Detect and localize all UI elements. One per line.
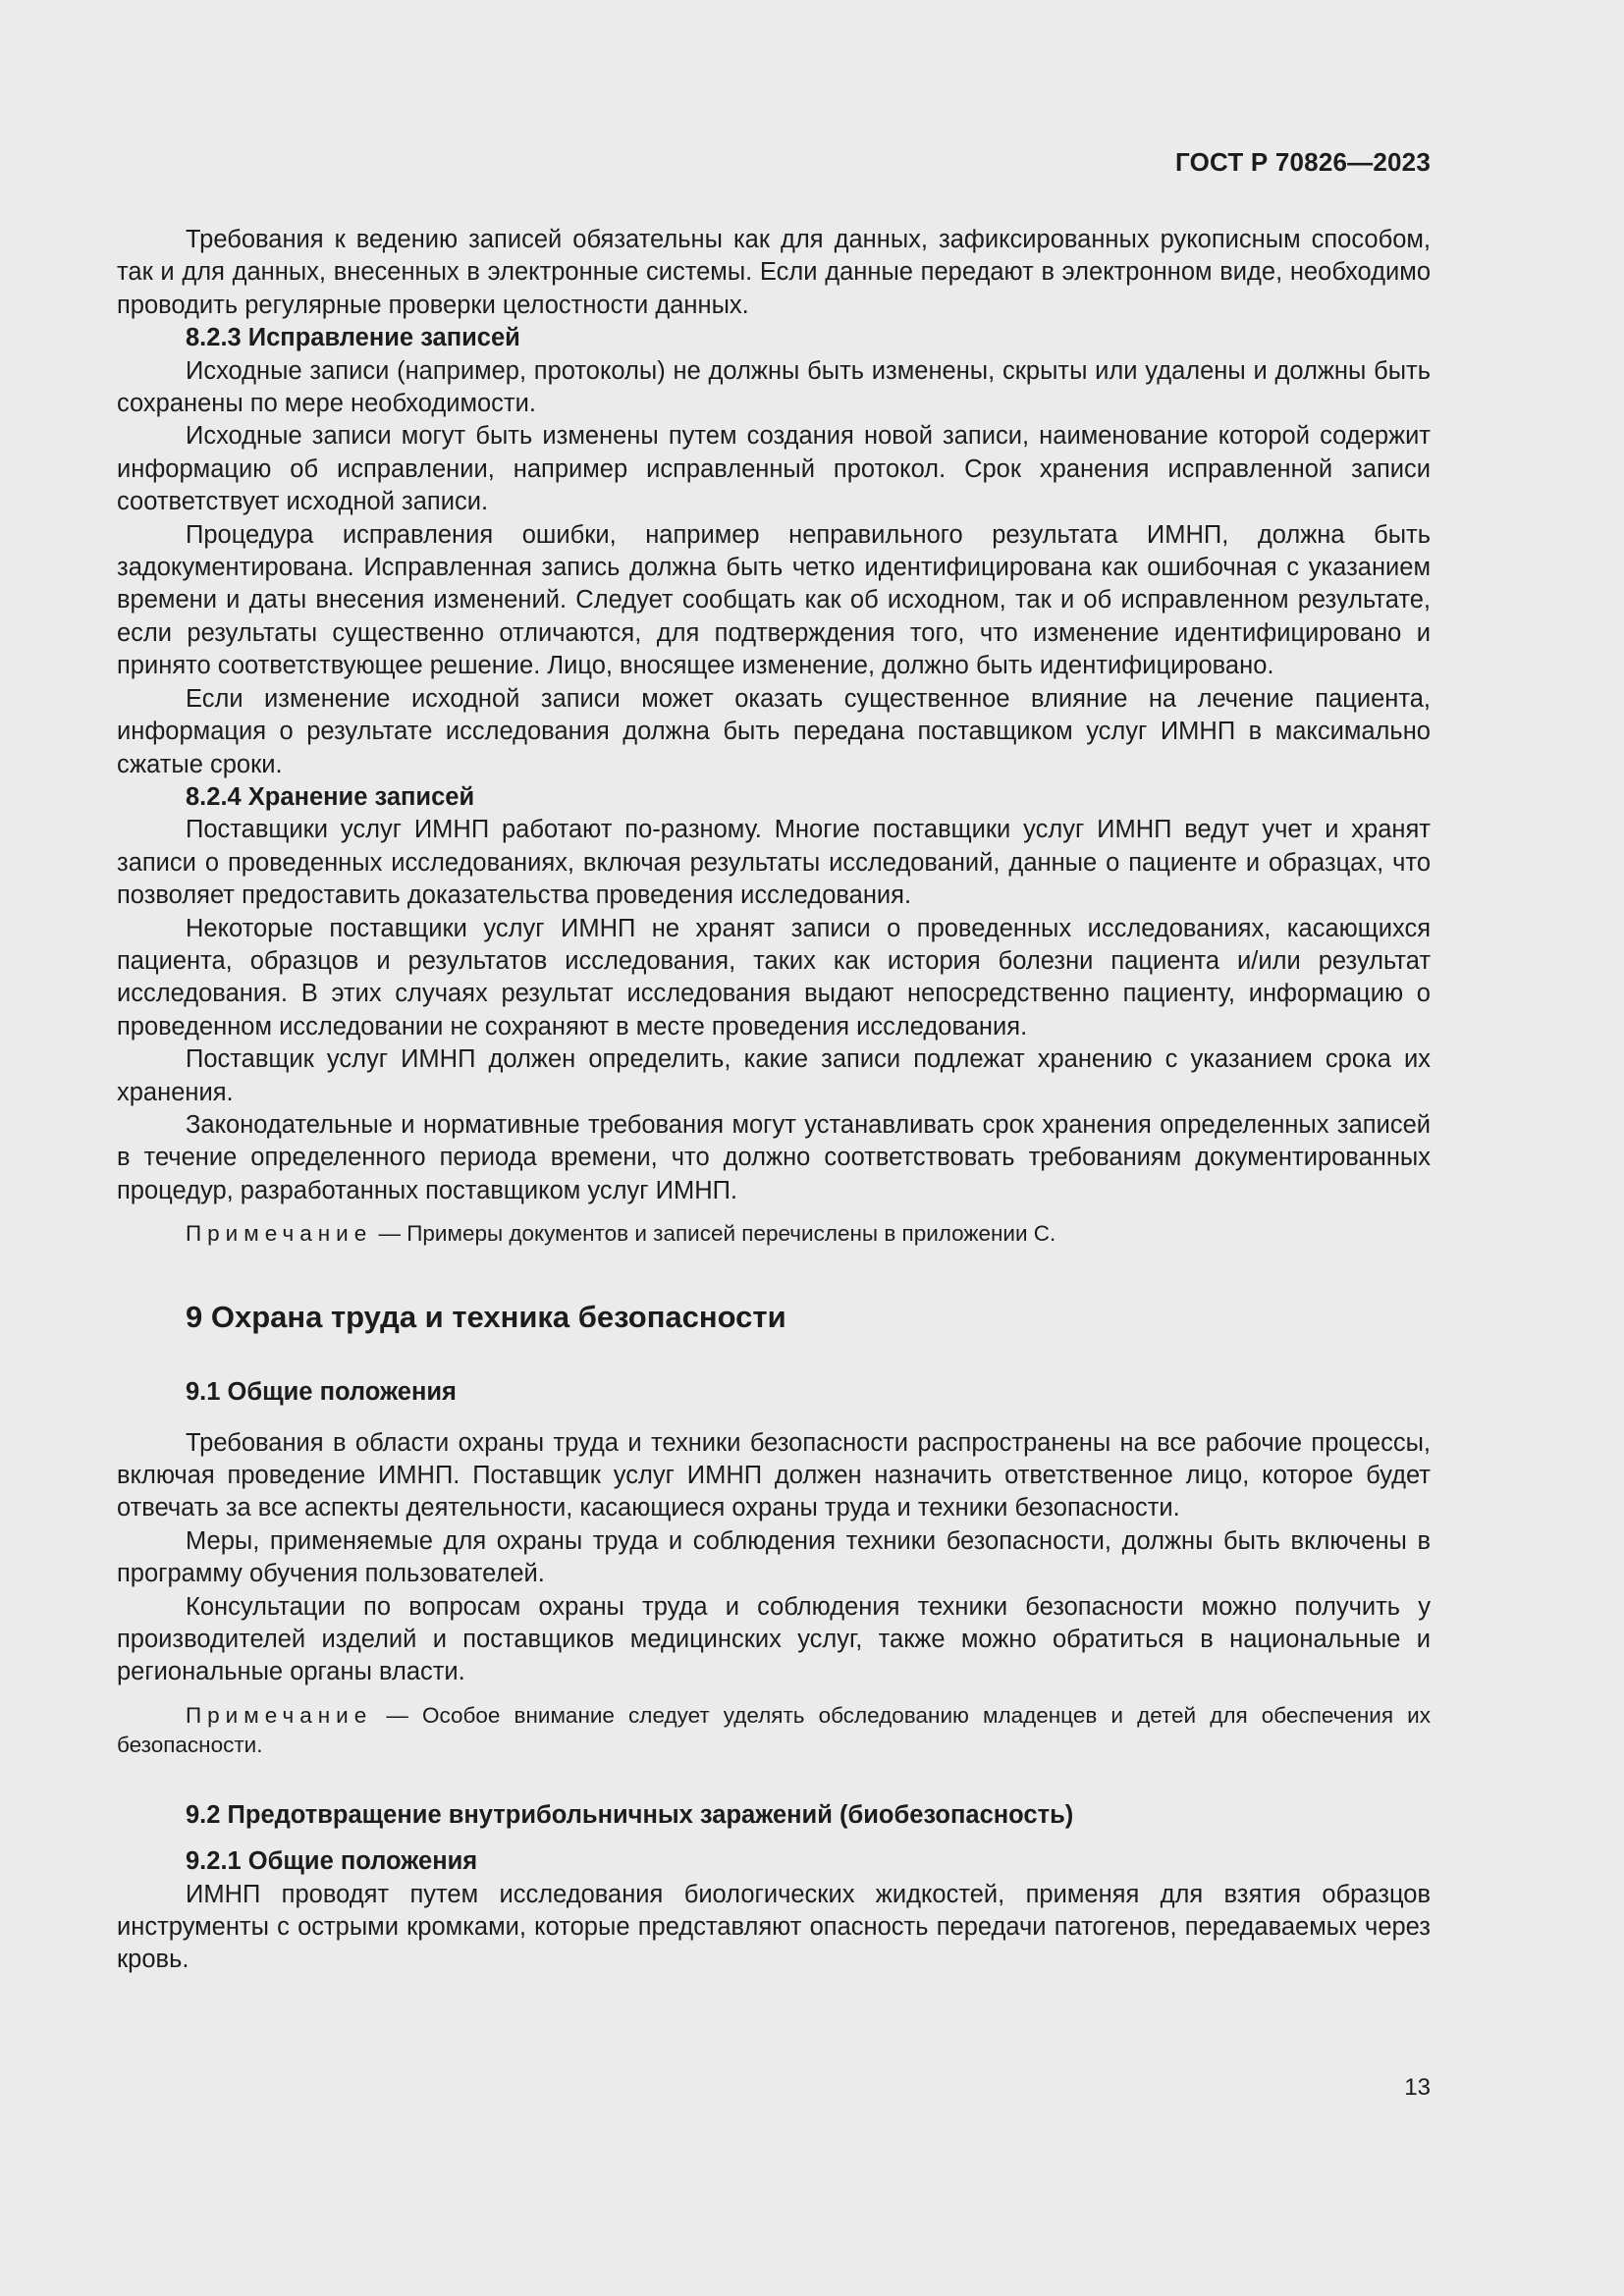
note-label: Примечание	[186, 1702, 373, 1728]
paragraph: Требования к ведению записей обязательны как для данных, зафиксированных рукописным способом, так и для данных, внесенных в электронные системы. Если данные передают в электронном виде, необходимо проводить регулярные проверки целостности данных.	[117, 226, 1431, 319]
paragraph: Исходные записи могут быть изменены путем создания новой записи, наименование которой содержит информацию об исправлении, например исправленный протокол. Срок хранения исправленной записи соответствует исходной записи.	[117, 422, 1431, 516]
standard-header: ГОСТ Р 70826—2023	[1175, 147, 1431, 177]
paragraph: Консультации по вопросам охраны труда и соблюдения техники безопасности можно получить у производителей изделий и поставщиков медицинских услуг, также можно обратиться в национальные и региональные органы власти.	[117, 1592, 1431, 1686]
page-number: 13	[1404, 2074, 1431, 2101]
note-text: — Примеры документов и записей перечислены в приложении С.	[372, 1221, 1056, 1247]
note-label: Примечание	[186, 1221, 373, 1247]
section-heading-8-2-4: 8.2.4 Хранение записей	[186, 782, 475, 811]
paragraph: ИМНП проводят путем исследования биологических жидкостей, применяя для взятия образцов инструменты с острыми кромками, которые представляют опасность передачи патогенов, передаваемых через кровь.	[117, 1880, 1431, 1974]
section-heading-9-2: 9.2 Предотвращение внутрибольничных заражений (биобезопасность)	[186, 1800, 1074, 1829]
note	[117, 1701, 1431, 1760]
section-heading-8-2-3: 8.2.3 Исправление записей	[186, 324, 520, 352]
section-heading-9-1: 9.1 Общие положения	[186, 1378, 457, 1407]
page-content	[117, 224, 1431, 1977]
paragraph: Исходные записи (например, протоколы) не должны быть изменены, скрыты или удалены и должны быть сохранены по мере необходимости.	[117, 356, 1431, 418]
paragraph: Процедура исправления ошибки, например неправильного результата ИМНП, должна быть задокументирована. Исправленная запись должна быть четко идентифицирована как ошибочная с указанием времени и даты внесения изменений. Следует сообщать как об исходном, так и об исправленном результате, если результаты существенно отличаются, для подтверждения того, что изменение идентифицировано и принято соответствующее решение. Лицо, вносящее изменение, должно быть идентифицировано.	[117, 520, 1431, 680]
section-heading-9-2-1: 9.2.1 Общие положения	[186, 1847, 478, 1876]
chapter-heading-9: 9 Охрана труда и техника безопасности	[186, 1300, 786, 1335]
note	[117, 1219, 1431, 1249]
paragraph: Если изменение исходной записи может оказать существенное влияние на лечение пациента, информация о результате исследования должна быть передана поставщиком услуг ИМНП в максимально сжатые сроки.	[117, 684, 1431, 778]
paragraph: Некоторые поставщики услуг ИМНП не хранят записи о проведенных исследованиях, касающихся пациента, образцов и результатов исследования, таких как история болезни пациента и/или результат исследования. В этих случаях результат исследования выдают непосредственно пациенту, информацию о проведенном исследовании не сохраняют в месте проведения исследования.	[117, 914, 1431, 1041]
note-text: — Особое внимание следует уделять обследованию младенцев и детей для обеспечения их безопасности.	[117, 1702, 1431, 1757]
paragraph: Поставщик услуг ИМНП должен определить, какие записи подлежат хранению с указанием срока их хранения.	[117, 1045, 1431, 1106]
paragraph: Законодательные и нормативные требования могут устанавливать срок хранения определенных записей в течение определенного периода времени, что должно соответствовать требованиям документированных процедур, разработанных поставщиком услуг ИМНП.	[117, 1110, 1431, 1204]
paragraph: Требования в области охраны труда и техники безопасности распространены на все рабочие процессы, включая проведение ИМНП. Поставщик услуг ИМНП должен назначить ответственное лицо, которое будет отвечать за все аспекты деятельности, касающиеся охраны труда и техники безопасности.	[117, 1428, 1431, 1522]
paragraph: Меры, применяемые для охраны труда и соблюдения техники безопасности, должны быть включены в программу обучения пользователей.	[117, 1526, 1431, 1588]
paragraph: Поставщики услуг ИМНП работают по-разному. Многие поставщики услуг ИМНП ведут учет и хранят записи о проведенных исследованиях, включая результаты исследований, данные о пациенте и образцах, что позволяет предоставить доказательства проведения исследования.	[117, 816, 1431, 910]
